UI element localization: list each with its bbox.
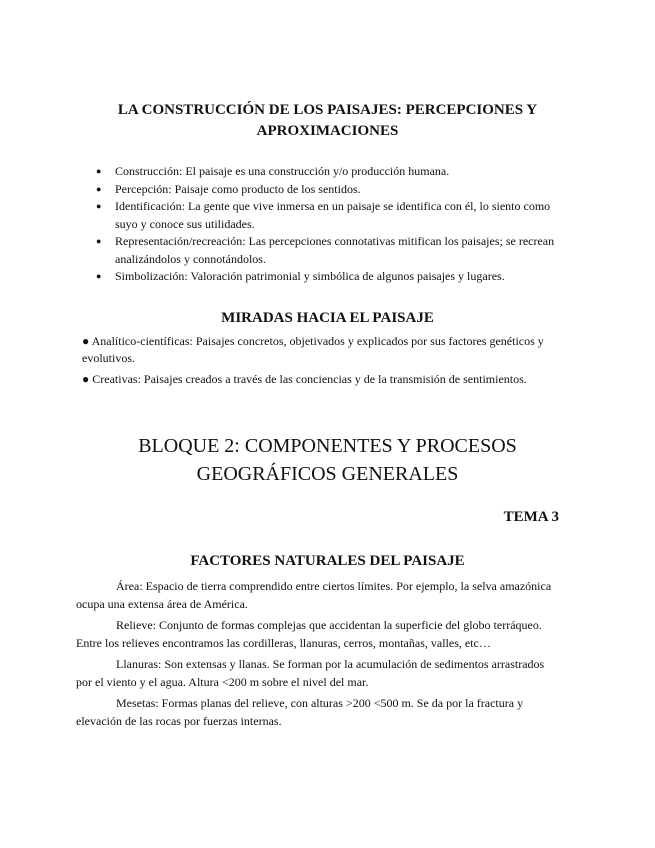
page-title-line-1: LA CONSTRUCCIÓN DE LOS PAISAJES: PERCEPCIONES Y [117, 102, 538, 118]
list-item: ● Percepción: Paisaje como producto de los sentidos. [96, 181, 566, 199]
list-item: ● Construcción: El paisaje es una construcción y/o producción humana. [96, 163, 566, 181]
list-item: ● Representación/recreación: Las percepciones connotativas mitifican los paisajes; se recrean analizándolos y connotándolos. [96, 233, 566, 268]
concepts-list [96, 163, 566, 286]
factores-section [76, 577, 561, 733]
factores-paragraph: Relieve: Conjunto de formas complejas que accidentan la superficie del globo terráqueo. Entre los relieves encontramos las cordilleras, llanuras, cerros, montañas, valles, etc… [76, 618, 542, 650]
bloque-heading-line-2: GEOGRÁFICOS GENERALES [196, 463, 459, 485]
tema-label: TEMA 3 [503, 509, 559, 525]
factores-heading: FACTORES NATURALES DEL PAISAJE [190, 553, 465, 569]
page-title [0, 100, 655, 142]
factores-paragraph: Área: Espacio de tierra comprendido entre ciertos límites. Por ejemplo, la selva amazónica ocupa una extensa área de América. [76, 579, 552, 611]
miradas-section [82, 333, 567, 392]
page-title-line-2: APROXIMACIONES [256, 123, 399, 139]
list-item: ● Simbolización: Valoración patrimonial y simbólica de algunos paisajes y lugares. [96, 268, 566, 286]
list-item: ● Identificación: La gente que vive inmersa en un paisaje se identifica con él, lo siento como suyo y conoce sus utilidades. [96, 198, 566, 233]
factores-paragraph: Llanuras: Son extensas y llanas. Se forman por la acumulación de sedimentos arrastrados por el viento y el agua. Altura <200 m sobre el nivel del mar. [76, 657, 545, 689]
miradas-heading: MIRADAS HACIA EL PAISAJE [221, 310, 434, 326]
miradas-item: ● Analítico-científicas: Paisajes concretos, objetivados y explicados por sus factores genéticos y evolutivos. [82, 334, 544, 365]
miradas-item: ● Creativas: Paisajes creados a través de las conciencias y de la transmisión de sentimientos. [82, 372, 527, 386]
factores-paragraph: Mesetas: Formas planas del relieve, con alturas >200 <500 m. Se da por la fractura y elevación de las rocas por fuerzas internas. [76, 696, 524, 728]
bloque-heading-line-1: BLOQUE 2: COMPONENTES Y PROCESOS [138, 435, 517, 457]
bloque-heading [0, 432, 655, 488]
